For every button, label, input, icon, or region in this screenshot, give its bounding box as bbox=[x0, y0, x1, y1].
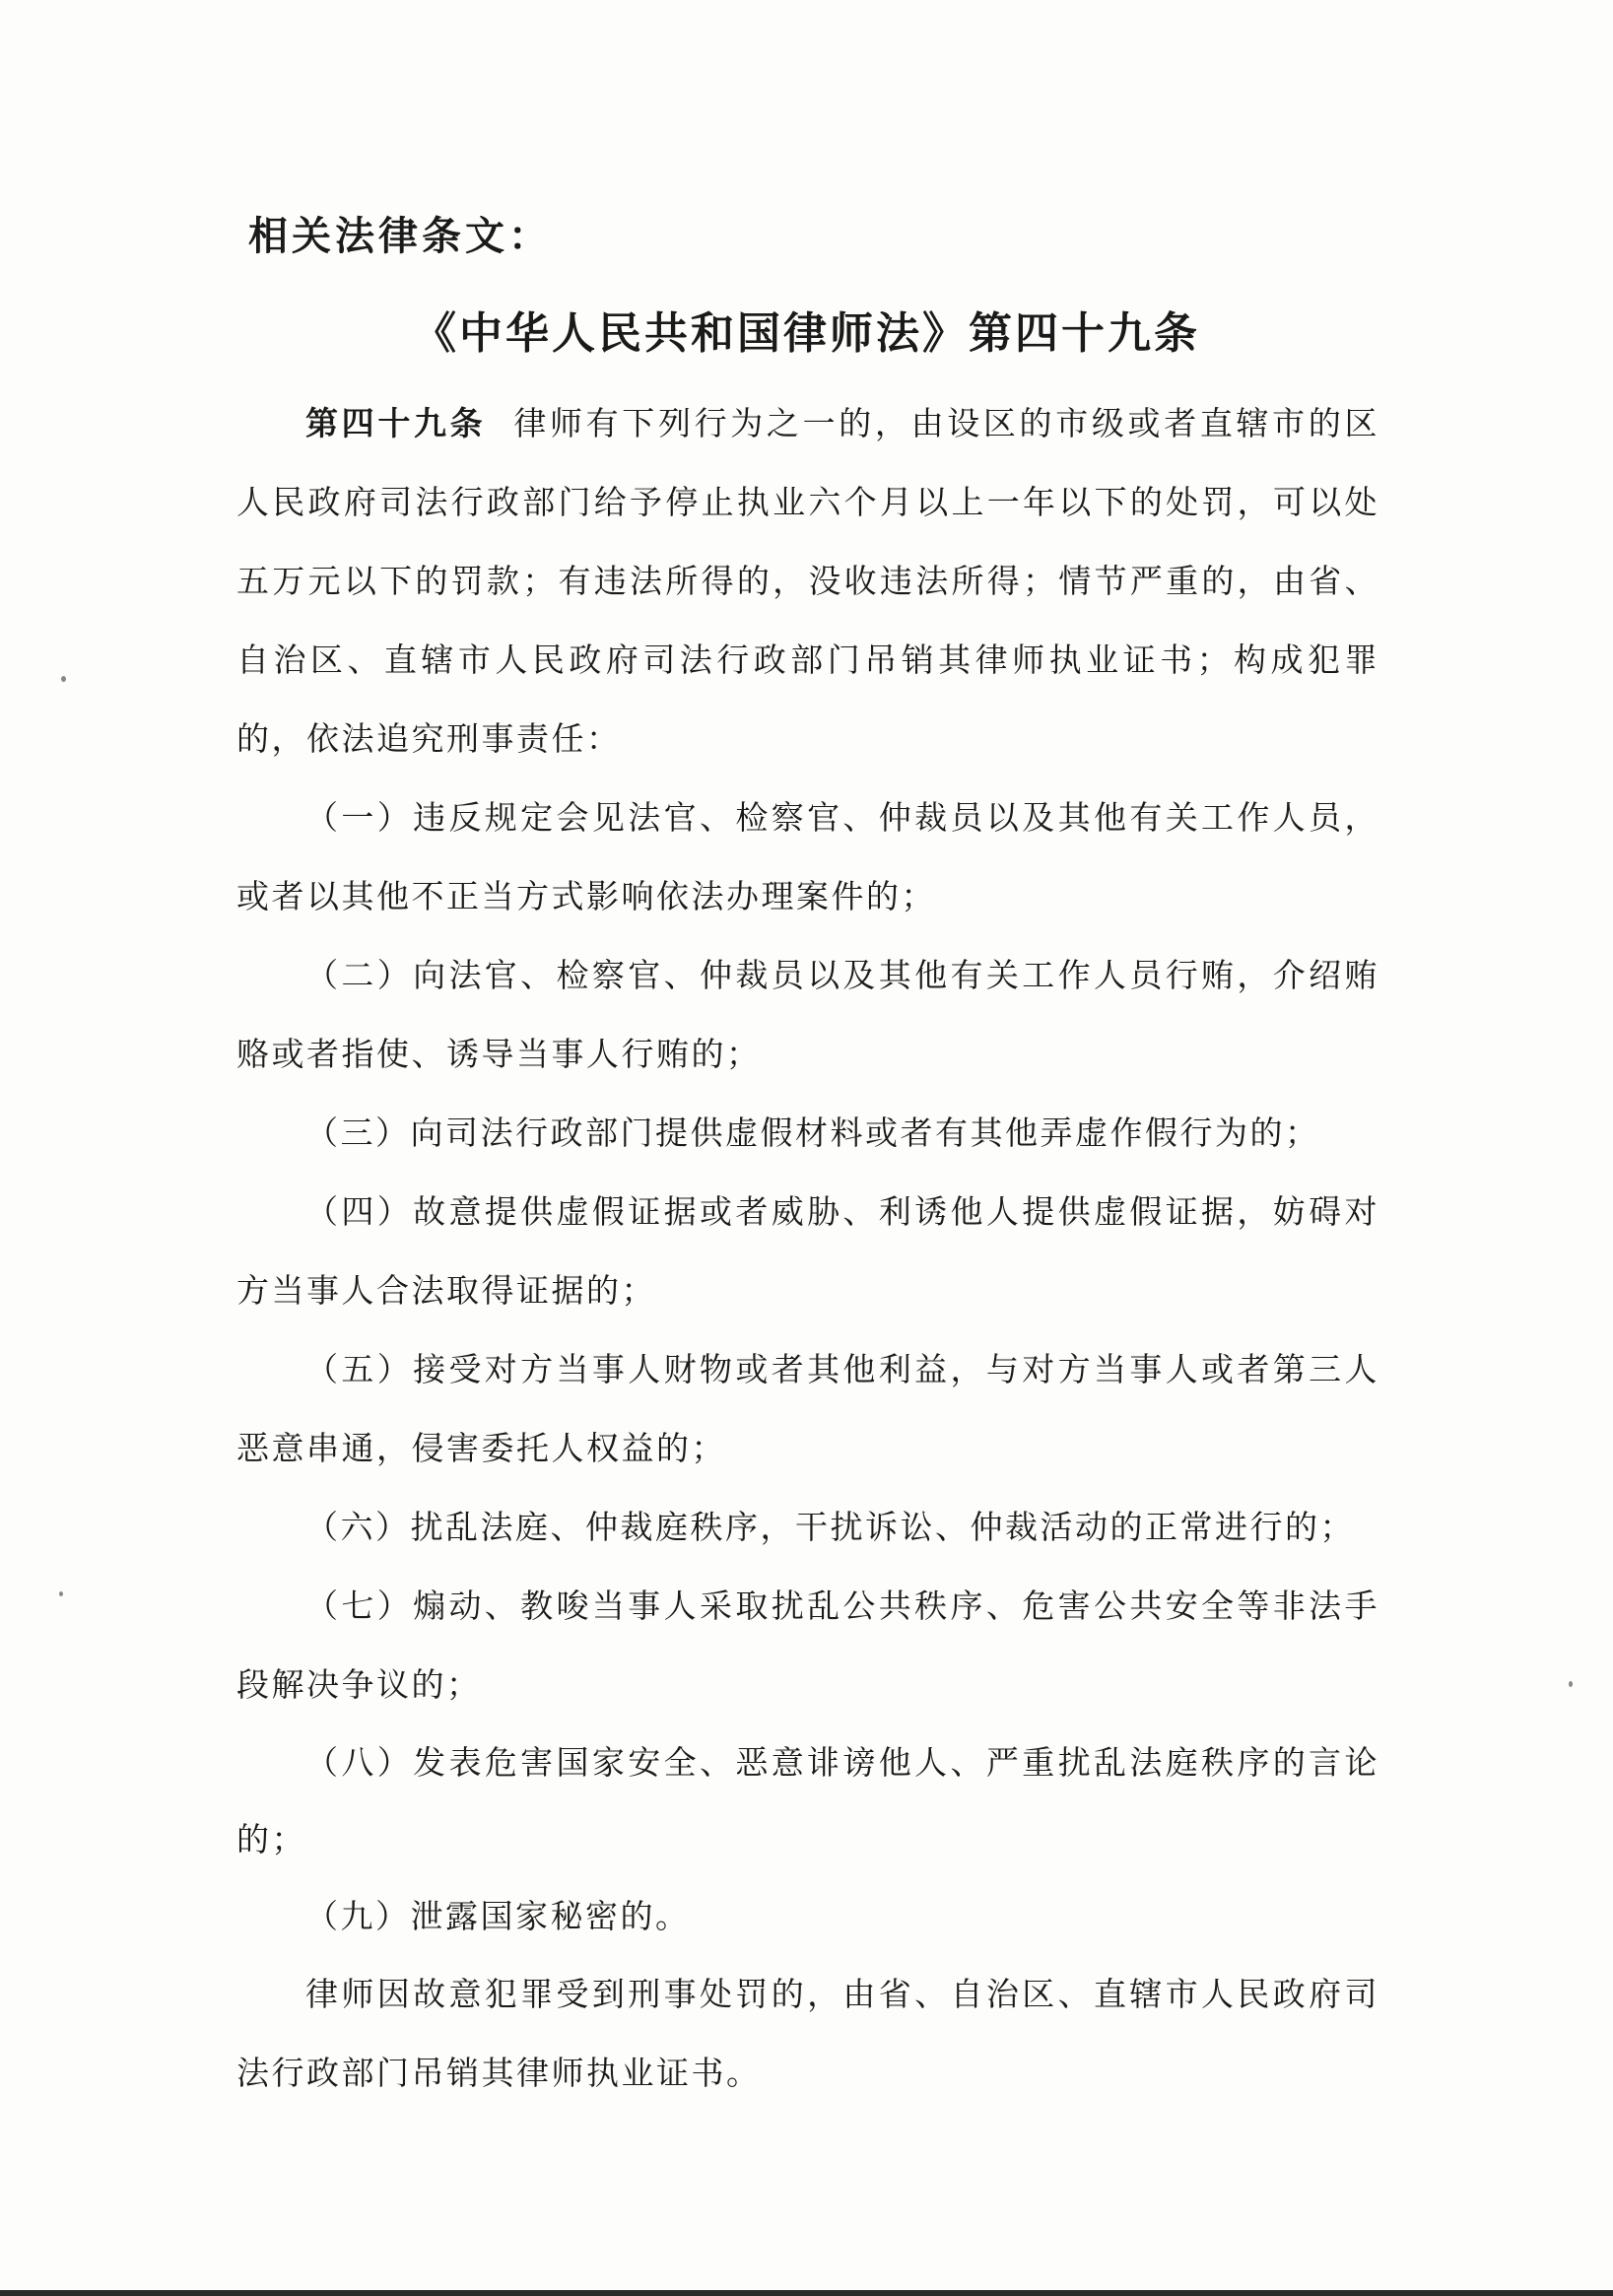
article-intro-text: 律师有下列行为之一的，由设区的市级或者直辖市的区人民政府司法行政部门给予停止执业六个月以上一年以下的处罚，可以处五万元以下的罚款；有违法所得的，没收违法所得；情节严重的，由省、自治区、直辖市人民政府司法行政部门吊销其律师执业证书；构成犯罪的，依法追究刑事责任： bbox=[236, 404, 1380, 758]
article-item-4: （四）故意提供虚假证据或者威胁、利诱他人提供虚假证据，妨碍对方当事人合法取得证据的； bbox=[236, 1192, 1379, 1310]
section-heading: 相关法律条文： bbox=[248, 214, 552, 259]
scan-speck bbox=[59, 1591, 63, 1596]
article-item-8: （八）发表危害国家安全、恶意诽谤他人、严重扰乱法庭秩序的言论的； bbox=[236, 1743, 1379, 1858]
article-item-6: （六）扰乱法庭、仲裁庭秩序，干扰诉讼、仲裁活动的正常进行的； bbox=[305, 1508, 1355, 1546]
article-body bbox=[236, 384, 1379, 2113]
scan-speck bbox=[61, 676, 66, 682]
scan-bottom-edge bbox=[0, 2290, 1613, 2296]
article-item-3: （三）向司法行政部门提供虚假材料或者有其他弄虚作假行为的； bbox=[305, 1114, 1320, 1152]
article-label: 第四十九条 bbox=[305, 404, 487, 442]
article-item-5: （五）接受对方当事人财物或者其他利益，与对方当事人或者第三人恶意串通，侵害委托人权益的； bbox=[236, 1350, 1379, 1467]
article-item-9: （九）泄露国家秘密的。 bbox=[305, 1897, 691, 1935]
law-title: 《中华人民共和国律师法》第四十九条 bbox=[413, 308, 1200, 359]
scan-speck bbox=[1569, 1681, 1573, 1687]
article-closing: 律师因故意犯罪受到刑事处罚的，由省、自治区、直辖市人民政府司法行政部门吊销其律师执业证书。 bbox=[236, 1975, 1379, 2092]
article-item-2: （二）向法官、检察官、仲裁员以及其他有关工作人员行贿，介绍贿赂或者指使、诱导当事人行贿的； bbox=[236, 956, 1379, 1073]
article-item-1: （一）违反规定会见法官、检察官、仲裁员以及其他有关工作人员，或者以其他不正当方式影响依法办理案件的； bbox=[236, 798, 1379, 915]
article-intro bbox=[236, 384, 1379, 778]
article-item-7: （七）煽动、教唆当事人采取扰乱公共秩序、危害公共安全等非法手段解决争议的； bbox=[236, 1587, 1379, 1704]
